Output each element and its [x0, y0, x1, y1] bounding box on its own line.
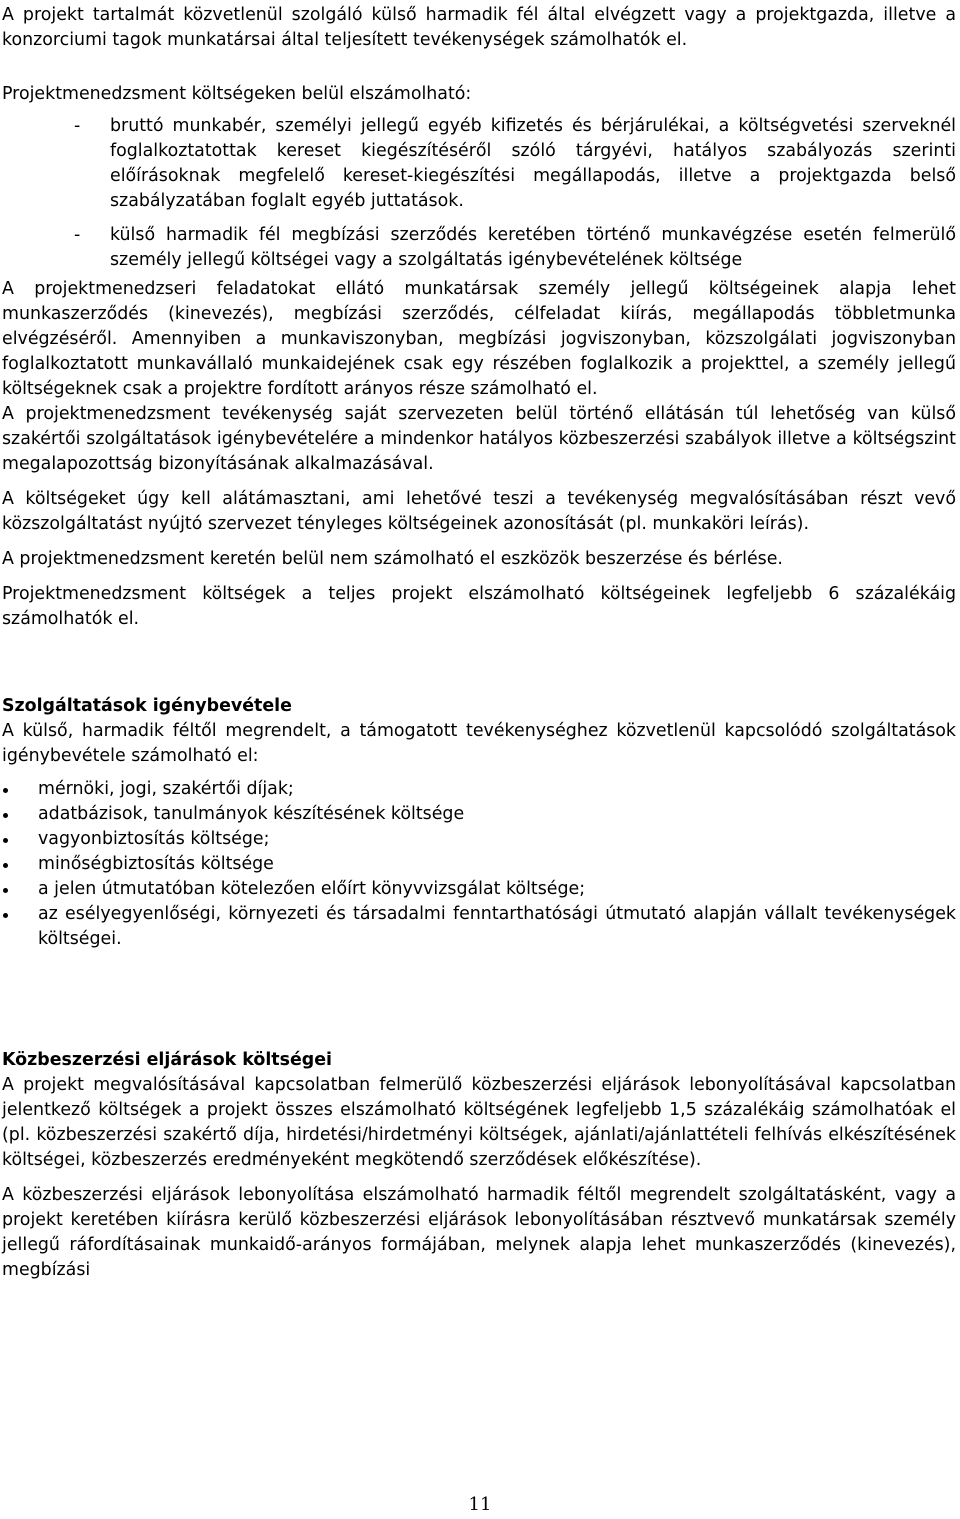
bullet-icon — [3, 813, 8, 818]
document-page — [2, 3, 956, 1283]
bullet-icon — [3, 913, 8, 918]
list-item — [2, 852, 956, 877]
paragraph: A projekt megvalósításával kapcsolatban felmerülő közbeszerzési eljárások lebonyolításával kapcsolatban jelentkező költségek a projekt összes elszámolható költségének legfeljebb 1,5 százalékáig számolhatóak el (pl. közbeszerzési szakértő díja, hirdetési/hirdetményi költségek, ajánlati/ajánlattételi felhívás elkészítésének költségei, közbeszerzés eredményeként megkötendő szerződések előkészítése). — [2, 1075, 956, 1170]
bullet-icon — [3, 888, 8, 893]
dash-marker: - — [74, 225, 81, 245]
list-item-text: a jelen útmutatóban kötelezően előírt könyvvizsgálat költsége; — [38, 879, 586, 899]
list-item — [2, 777, 956, 802]
bullet-icon — [3, 863, 8, 868]
paragraph: A közbeszerzési eljárások lebonyolítása elszámolható harmadik féltől megrendelt szolgáltatásként, vagy a projekt keretében kiírásra kerülő közbeszerzési eljárások lebonyolításában résztvevő munkatársak személy jellegű ráfordításainak munkaidő-arányos formájában, melynek alapja lehet munkaszerződés (kinevezés), megbízási — [2, 1185, 956, 1280]
paragraph: Projektmenedzsment költségek a teljes projekt elszámolható költségeinek legfeljebb 6 százalékáig számolhatók el. — [2, 584, 956, 629]
list-item-text: külső harmadik fél megbízási szerződés keretében történő munkavégzése esetén felmerülő személy jellegű költségei vagy a szolgáltatás igénybevételének költsége — [110, 225, 956, 270]
paragraph: A projektmenedzsment keretén belül nem számolható el eszközök beszerzése és bérlése. — [2, 549, 783, 569]
services-bullet-list — [2, 777, 956, 952]
list-item-text: bruttó munkabér, személyi jellegű egyéb kifizetés és bérjárulékai, a költségvetési szerveknél foglalkoztatottak kereset kiegészítéséről szóló tárgyévi, hatályos szabályozás szerinti előírásoknak megfelelő kereset-kiegészítési megállapodás, illetve a projektgazda belső szabályzatában foglalt egyéb juttatások. — [110, 116, 956, 211]
list-item — [2, 114, 956, 214]
list-item-text: vagyonbiztosítás költsége; — [38, 829, 270, 849]
list-item — [2, 877, 956, 902]
dash-marker: - — [74, 116, 81, 136]
services-intro: A külső, harmadik féltől megrendelt, a támogatott tevékenységhez közvetlenül kapcsolódó szolgáltatások igénybevétele számolható el: — [2, 721, 956, 766]
list-item-text: minőségbiztosítás költsége — [38, 854, 274, 874]
page-number: 11 — [468, 1494, 492, 1515]
list-item — [2, 223, 956, 273]
bullet-icon — [3, 788, 8, 793]
list-item-text: mérnöki, jogi, szakértői díjak; — [38, 779, 294, 799]
paragraph: A költségeket úgy kell alátámasztani, ami lehetővé teszi a tevékenység megvalósításában részt vevő közszolgáltatást nyújtó szervezet tényleges költségeinek azonosítását (pl. munkaköri leírás). — [2, 489, 956, 534]
list-item-text: adatbázisok, tanulmányok készítésének költsége — [38, 804, 465, 824]
paragraph: A projektmenedzsment tevékenység saját szervezeten belül történő ellátásán túl lehetőség van külső szakértői szolgáltatások igénybevételére a mindenkor hatályos közbeszerzési szabályok illetve a költségszint megalapozottság bizonyításának alkalmazásával. — [2, 404, 956, 474]
intro-paragraph: A projekt tartalmát közvetlenül szolgáló külső harmadik fél által elvégzett vagy a projektgazda, illetve a konzorciumi tagok munkatársai által teljesített tevékenységek számolhatók el. — [2, 5, 956, 50]
pm-intro: Projektmenedzsment költségeken belül elszámolható: — [2, 84, 472, 104]
paragraph: A projektmenedzseri feladatokat ellátó munkatársak személy jellegű költségeinek alapja lehet munkaszerződés (kinevezés), megbízási szerződés, célfeladat kiírás, megállapodás többletmunka elvégzéséről. Amennyiben a munkaviszonyban, megbízási jogviszonyban, közszolgálati jogviszonyban foglalkoztatott munkavállaló munkaidejének csak egy részében foglalkozik a projekttel, a személy jellegű költségeknek csak a projektre fordított arányos része számolható el. — [2, 279, 956, 399]
section-heading-services: Szolgáltatások igénybevétele — [2, 696, 292, 716]
list-item — [2, 802, 956, 827]
section-heading-procurement: Közbeszerzési eljárások költségei — [2, 1050, 332, 1070]
pm-dash-list — [2, 114, 956, 273]
list-item — [2, 827, 956, 852]
bullet-icon — [3, 838, 8, 843]
list-item — [2, 902, 956, 952]
list-item-text: az esélyegyenlőségi, környezeti és társadalmi fenntarthatósági útmutató alapján vállalt tevékenységek költségei. — [38, 904, 956, 949]
